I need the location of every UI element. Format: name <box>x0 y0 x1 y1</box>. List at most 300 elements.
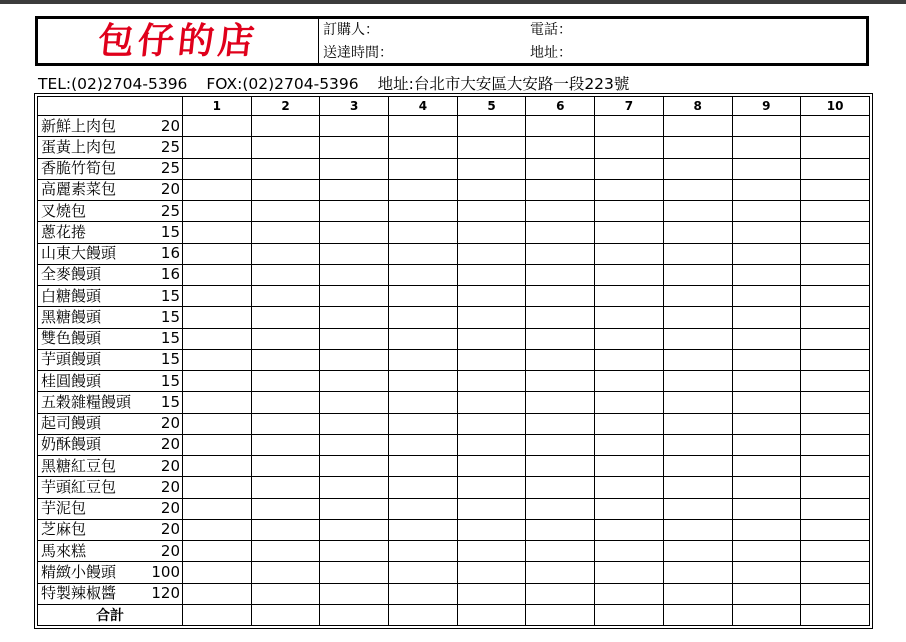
quantity-cell[interactable] <box>389 349 458 370</box>
product-row <box>38 116 870 137</box>
quantity-cell[interactable] <box>389 243 458 264</box>
quantity-cell[interactable] <box>251 201 320 222</box>
quantity-cell[interactable] <box>801 137 870 158</box>
quantity-cell[interactable] <box>526 137 595 158</box>
quantity-cell[interactable] <box>595 349 664 370</box>
quantity-cell[interactable] <box>389 307 458 328</box>
quantity-cell[interactable] <box>595 434 664 455</box>
quantity-cell[interactable] <box>526 116 595 137</box>
quantity-cell[interactable] <box>389 413 458 434</box>
quantity-cell[interactable] <box>663 477 732 498</box>
quantity-cell[interactable] <box>183 243 252 264</box>
product-name: 雙色饅頭 <box>41 329 102 348</box>
quantity-cell[interactable] <box>801 392 870 413</box>
quantity-cell[interactable] <box>251 434 320 455</box>
quantity-cell[interactable] <box>526 413 595 434</box>
quantity-cell[interactable] <box>457 286 526 307</box>
product-cell <box>38 222 183 243</box>
product-row <box>38 583 870 604</box>
quantity-cell[interactable] <box>320 328 389 349</box>
product-cell <box>38 434 183 455</box>
quantity-cell[interactable] <box>389 434 458 455</box>
quantity-cell[interactable] <box>251 371 320 392</box>
quantity-cell[interactable] <box>663 456 732 477</box>
quantity-cell[interactable] <box>457 519 526 540</box>
quantity-cell[interactable] <box>183 498 252 519</box>
product-name: 白糖饅頭 <box>41 286 102 305</box>
quantity-cell[interactable] <box>595 562 664 583</box>
product-row <box>38 137 870 158</box>
quantity-cell[interactable] <box>732 434 801 455</box>
quantity-cell[interactable] <box>732 413 801 434</box>
quantity-cell[interactable] <box>732 371 801 392</box>
quantity-cell[interactable] <box>183 583 252 604</box>
product-cell <box>38 392 183 413</box>
quantity-cell[interactable] <box>457 498 526 519</box>
product-cell <box>38 286 183 307</box>
quantity-cell[interactable] <box>251 222 320 243</box>
quantity-cell[interactable] <box>320 116 389 137</box>
quantity-cell[interactable] <box>595 222 664 243</box>
quantity-cell[interactable] <box>663 222 732 243</box>
product-price: 20 <box>160 435 180 454</box>
quantity-cell[interactable] <box>320 413 389 434</box>
quantity-cell[interactable] <box>526 307 595 328</box>
quantity-cell[interactable] <box>595 137 664 158</box>
quantity-cell[interactable] <box>183 328 252 349</box>
quantity-cell[interactable] <box>389 541 458 562</box>
quantity-cell[interactable] <box>183 519 252 540</box>
product-price: 20 <box>160 456 180 475</box>
quantity-cell[interactable] <box>389 519 458 540</box>
quantity-cell[interactable] <box>457 328 526 349</box>
total-cell[interactable] <box>183 604 252 625</box>
quantity-cell[interactable] <box>251 243 320 264</box>
quantity-cell[interactable] <box>595 371 664 392</box>
quantity-cell[interactable] <box>389 264 458 285</box>
column-header: 2 <box>251 97 320 116</box>
product-row <box>38 371 870 392</box>
total-label: 合計 <box>38 604 183 625</box>
order-grid-frame <box>34 93 873 629</box>
quantity-cell[interactable] <box>457 456 526 477</box>
quantity-cell[interactable] <box>801 413 870 434</box>
quantity-cell[interactable] <box>320 498 389 519</box>
quantity-cell[interactable] <box>663 307 732 328</box>
quantity-cell[interactable] <box>732 583 801 604</box>
quantity-cell[interactable] <box>732 158 801 179</box>
product-price: 15 <box>160 286 180 305</box>
product-name: 起司饅頭 <box>41 414 102 433</box>
quantity-cell[interactable] <box>457 243 526 264</box>
quantity-cell[interactable] <box>801 264 870 285</box>
quantity-cell[interactable] <box>251 179 320 200</box>
quantity-cell[interactable] <box>251 116 320 137</box>
quantity-cell[interactable] <box>389 562 458 583</box>
quantity-cell[interactable] <box>251 413 320 434</box>
order-header <box>35 16 869 66</box>
quantity-cell[interactable] <box>320 583 389 604</box>
quantity-cell[interactable] <box>251 456 320 477</box>
quantity-cell[interactable] <box>663 201 732 222</box>
quantity-cell[interactable] <box>663 392 732 413</box>
quantity-cell[interactable] <box>251 158 320 179</box>
quantity-cell[interactable] <box>595 392 664 413</box>
quantity-cell[interactable] <box>457 371 526 392</box>
product-name: 叉燒包 <box>41 201 87 220</box>
quantity-cell[interactable] <box>251 562 320 583</box>
quantity-cell[interactable] <box>732 286 801 307</box>
quantity-cell[interactable] <box>457 116 526 137</box>
quantity-cell[interactable] <box>251 264 320 285</box>
quantity-cell[interactable] <box>526 583 595 604</box>
quantity-cell[interactable] <box>457 307 526 328</box>
quantity-cell[interactable] <box>663 137 732 158</box>
quantity-cell[interactable] <box>801 286 870 307</box>
quantity-cell[interactable] <box>320 562 389 583</box>
quantity-cell[interactable] <box>389 456 458 477</box>
quantity-cell[interactable] <box>526 519 595 540</box>
quantity-cell[interactable] <box>732 307 801 328</box>
quantity-cell[interactable] <box>732 456 801 477</box>
quantity-cell[interactable] <box>320 456 389 477</box>
quantity-cell[interactable] <box>389 201 458 222</box>
product-cell <box>38 541 183 562</box>
quantity-cell[interactable] <box>663 371 732 392</box>
product-price: 15 <box>160 350 180 369</box>
quantity-cell[interactable] <box>732 541 801 562</box>
quantity-cell[interactable] <box>801 434 870 455</box>
quantity-cell[interactable] <box>732 519 801 540</box>
quantity-cell[interactable] <box>663 583 732 604</box>
quantity-cell[interactable] <box>732 222 801 243</box>
quantity-cell[interactable] <box>457 179 526 200</box>
quantity-cell[interactable] <box>183 434 252 455</box>
quantity-cell[interactable] <box>389 137 458 158</box>
quantity-cell[interactable] <box>526 456 595 477</box>
quantity-cell[interactable] <box>801 307 870 328</box>
quantity-cell[interactable] <box>389 116 458 137</box>
product-cell <box>38 158 183 179</box>
quantity-cell[interactable] <box>595 498 664 519</box>
quantity-cell[interactable] <box>595 243 664 264</box>
quantity-cell[interactable] <box>389 583 458 604</box>
quantity-cell[interactable] <box>801 349 870 370</box>
quantity-cell[interactable] <box>183 116 252 137</box>
quantity-cell[interactable] <box>663 541 732 562</box>
quantity-cell[interactable] <box>663 116 732 137</box>
quantity-cell[interactable] <box>663 413 732 434</box>
quantity-cell[interactable] <box>526 562 595 583</box>
total-cell[interactable] <box>320 604 389 625</box>
product-price: 15 <box>160 371 180 390</box>
quantity-cell[interactable] <box>183 477 252 498</box>
quantity-cell[interactable] <box>183 456 252 477</box>
quantity-cell[interactable] <box>320 371 389 392</box>
quantity-cell[interactable] <box>457 349 526 370</box>
product-name: 桂圓饅頭 <box>41 371 102 390</box>
quantity-cell[interactable] <box>801 116 870 137</box>
quantity-cell[interactable] <box>526 392 595 413</box>
total-cell[interactable] <box>251 604 320 625</box>
quantity-cell[interactable] <box>183 392 252 413</box>
quantity-cell[interactable] <box>183 307 252 328</box>
quantity-cell[interactable] <box>251 477 320 498</box>
quantity-cell[interactable] <box>320 264 389 285</box>
phone-label: 電話： <box>530 22 572 38</box>
quantity-cell[interactable] <box>663 498 732 519</box>
total-cell[interactable] <box>526 604 595 625</box>
quantity-cell[interactable] <box>595 286 664 307</box>
quantity-cell[interactable] <box>595 477 664 498</box>
quantity-cell[interactable] <box>457 222 526 243</box>
quantity-cell[interactable] <box>251 498 320 519</box>
quantity-cell[interactable] <box>457 583 526 604</box>
quantity-cell[interactable] <box>732 392 801 413</box>
grid-header-row <box>38 97 870 116</box>
quantity-cell[interactable] <box>183 562 252 583</box>
product-price: 15 <box>160 392 180 411</box>
quantity-cell[interactable] <box>732 562 801 583</box>
quantity-cell[interactable] <box>732 477 801 498</box>
quantity-cell[interactable] <box>251 541 320 562</box>
quantity-cell[interactable] <box>457 158 526 179</box>
quantity-cell[interactable] <box>732 498 801 519</box>
quantity-cell[interactable] <box>183 413 252 434</box>
quantity-cell[interactable] <box>183 201 252 222</box>
product-name: 奶酥饅頭 <box>41 435 102 454</box>
quantity-cell[interactable] <box>526 158 595 179</box>
product-price: 20 <box>160 477 180 496</box>
quantity-cell[interactable] <box>801 371 870 392</box>
quantity-cell[interactable] <box>320 137 389 158</box>
quantity-cell[interactable] <box>801 562 870 583</box>
quantity-cell[interactable] <box>732 116 801 137</box>
product-row <box>38 286 870 307</box>
quantity-cell[interactable] <box>251 583 320 604</box>
quantity-cell[interactable] <box>526 286 595 307</box>
quantity-cell[interactable] <box>320 222 389 243</box>
quantity-cell[interactable] <box>389 392 458 413</box>
quantity-cell[interactable] <box>251 307 320 328</box>
quantity-cell[interactable] <box>251 392 320 413</box>
quantity-cell[interactable] <box>663 349 732 370</box>
quantity-cell[interactable] <box>732 264 801 285</box>
quantity-cell[interactable] <box>526 349 595 370</box>
quantity-cell[interactable] <box>595 541 664 562</box>
quantity-cell[interactable] <box>457 201 526 222</box>
quantity-cell[interactable] <box>457 392 526 413</box>
quantity-cell[interactable] <box>183 222 252 243</box>
quantity-cell[interactable] <box>457 264 526 285</box>
product-name: 芋頭紅豆包 <box>41 477 117 496</box>
quantity-cell[interactable] <box>457 137 526 158</box>
quantity-cell[interactable] <box>801 519 870 540</box>
quantity-cell[interactable] <box>801 243 870 264</box>
quantity-cell[interactable] <box>457 413 526 434</box>
quantity-cell[interactable] <box>595 328 664 349</box>
quantity-cell[interactable] <box>801 541 870 562</box>
quantity-cell[interactable] <box>801 222 870 243</box>
product-row <box>38 349 870 370</box>
product-price: 25 <box>160 201 180 220</box>
quantity-cell[interactable] <box>801 477 870 498</box>
quantity-cell[interactable] <box>663 158 732 179</box>
quantity-cell[interactable] <box>320 201 389 222</box>
quantity-cell[interactable] <box>389 498 458 519</box>
product-cell <box>38 519 183 540</box>
product-cell <box>38 456 183 477</box>
quantity-cell[interactable] <box>183 541 252 562</box>
quantity-cell[interactable] <box>732 349 801 370</box>
quantity-cell[interactable] <box>526 498 595 519</box>
quantity-cell[interactable] <box>595 158 664 179</box>
quantity-cell[interactable] <box>801 158 870 179</box>
quantity-cell[interactable] <box>526 179 595 200</box>
quantity-cell[interactable] <box>320 392 389 413</box>
quantity-cell[interactable] <box>526 477 595 498</box>
quantity-cell[interactable] <box>801 201 870 222</box>
quantity-cell[interactable] <box>457 477 526 498</box>
total-cell[interactable] <box>595 604 664 625</box>
quantity-cell[interactable] <box>251 328 320 349</box>
quantity-cell[interactable] <box>663 562 732 583</box>
quantity-cell[interactable] <box>183 286 252 307</box>
quantity-cell[interactable] <box>732 137 801 158</box>
quantity-cell[interactable] <box>595 413 664 434</box>
quantity-cell[interactable] <box>801 328 870 349</box>
quantity-cell[interactable] <box>526 371 595 392</box>
total-cell[interactable] <box>732 604 801 625</box>
quantity-cell[interactable] <box>320 349 389 370</box>
quantity-cell[interactable] <box>457 562 526 583</box>
quantity-cell[interactable] <box>526 201 595 222</box>
product-row <box>38 413 870 434</box>
quantity-cell[interactable] <box>595 583 664 604</box>
quantity-cell[interactable] <box>526 541 595 562</box>
product-row <box>38 392 870 413</box>
product-cell <box>38 413 183 434</box>
quantity-cell[interactable] <box>801 583 870 604</box>
product-row <box>38 307 870 328</box>
product-price: 20 <box>160 116 180 135</box>
quantity-cell[interactable] <box>801 498 870 519</box>
quantity-cell[interactable] <box>320 179 389 200</box>
quantity-cell[interactable] <box>320 286 389 307</box>
quantity-cell[interactable] <box>595 519 664 540</box>
quantity-cell[interactable] <box>457 541 526 562</box>
quantity-cell[interactable] <box>251 349 320 370</box>
product-name: 五穀雜糧饅頭 <box>41 392 132 411</box>
quantity-cell[interactable] <box>183 264 252 285</box>
quantity-cell[interactable] <box>595 264 664 285</box>
address-label: 地址： <box>530 45 572 61</box>
quantity-cell[interactable] <box>389 328 458 349</box>
product-name: 高麗素菜包 <box>41 180 117 199</box>
total-cell[interactable] <box>663 604 732 625</box>
product-price: 20 <box>160 520 180 539</box>
quantity-cell[interactable] <box>320 477 389 498</box>
quantity-cell[interactable] <box>251 286 320 307</box>
quantity-cell[interactable] <box>320 307 389 328</box>
product-name: 蛋黃上肉包 <box>41 137 117 156</box>
product-row <box>38 201 870 222</box>
quantity-cell[interactable] <box>526 434 595 455</box>
quantity-cell[interactable] <box>183 371 252 392</box>
quantity-cell[interactable] <box>457 434 526 455</box>
orderer-label: 訂購人： <box>323 22 379 38</box>
product-row <box>38 158 870 179</box>
quantity-cell[interactable] <box>663 243 732 264</box>
quantity-cell[interactable] <box>183 349 252 370</box>
product-name: 芝麻包 <box>41 520 87 539</box>
quantity-cell[interactable] <box>663 434 732 455</box>
quantity-cell[interactable] <box>526 264 595 285</box>
quantity-cell[interactable] <box>732 328 801 349</box>
quantity-cell[interactable] <box>526 222 595 243</box>
quantity-cell[interactable] <box>801 179 870 200</box>
quantity-cell[interactable] <box>389 286 458 307</box>
column-header: 7 <box>595 97 664 116</box>
quantity-cell[interactable] <box>801 456 870 477</box>
quantity-cell[interactable] <box>732 179 801 200</box>
product-cell <box>38 477 183 498</box>
quantity-cell[interactable] <box>595 179 664 200</box>
quantity-cell[interactable] <box>663 264 732 285</box>
quantity-cell[interactable] <box>251 519 320 540</box>
quantity-cell[interactable] <box>389 179 458 200</box>
quantity-cell[interactable] <box>732 201 801 222</box>
delivery-time-label: 送達時間： <box>323 45 393 61</box>
quantity-cell[interactable] <box>251 137 320 158</box>
quantity-cell[interactable] <box>663 519 732 540</box>
product-name: 新鮮上肉包 <box>41 116 117 135</box>
quantity-cell[interactable] <box>595 307 664 328</box>
quantity-cell[interactable] <box>320 541 389 562</box>
quantity-cell[interactable] <box>732 243 801 264</box>
total-cell[interactable] <box>457 604 526 625</box>
quantity-cell[interactable] <box>320 434 389 455</box>
quantity-cell[interactable] <box>320 519 389 540</box>
quantity-cell[interactable] <box>526 328 595 349</box>
quantity-cell[interactable] <box>183 137 252 158</box>
product-name: 精緻小饅頭 <box>41 562 117 581</box>
total-cell[interactable] <box>801 604 870 625</box>
order-grid <box>37 96 870 626</box>
quantity-cell[interactable] <box>663 328 732 349</box>
product-cell <box>38 371 183 392</box>
product-cell <box>38 137 183 158</box>
quantity-cell[interactable] <box>320 158 389 179</box>
product-cell <box>38 349 183 370</box>
quantity-cell[interactable] <box>595 456 664 477</box>
quantity-cell[interactable] <box>389 222 458 243</box>
product-price: 25 <box>160 137 180 156</box>
quantity-cell[interactable] <box>526 243 595 264</box>
quantity-cell[interactable] <box>389 477 458 498</box>
quantity-cell[interactable] <box>389 158 458 179</box>
quantity-cell[interactable] <box>183 158 252 179</box>
quantity-cell[interactable] <box>595 116 664 137</box>
quantity-cell[interactable] <box>595 201 664 222</box>
quantity-cell[interactable] <box>320 243 389 264</box>
product-name: 蔥花捲 <box>41 222 87 241</box>
quantity-cell[interactable] <box>183 179 252 200</box>
quantity-cell[interactable] <box>389 371 458 392</box>
quantity-cell[interactable] <box>663 286 732 307</box>
total-cell[interactable] <box>389 604 458 625</box>
quantity-cell[interactable] <box>663 179 732 200</box>
